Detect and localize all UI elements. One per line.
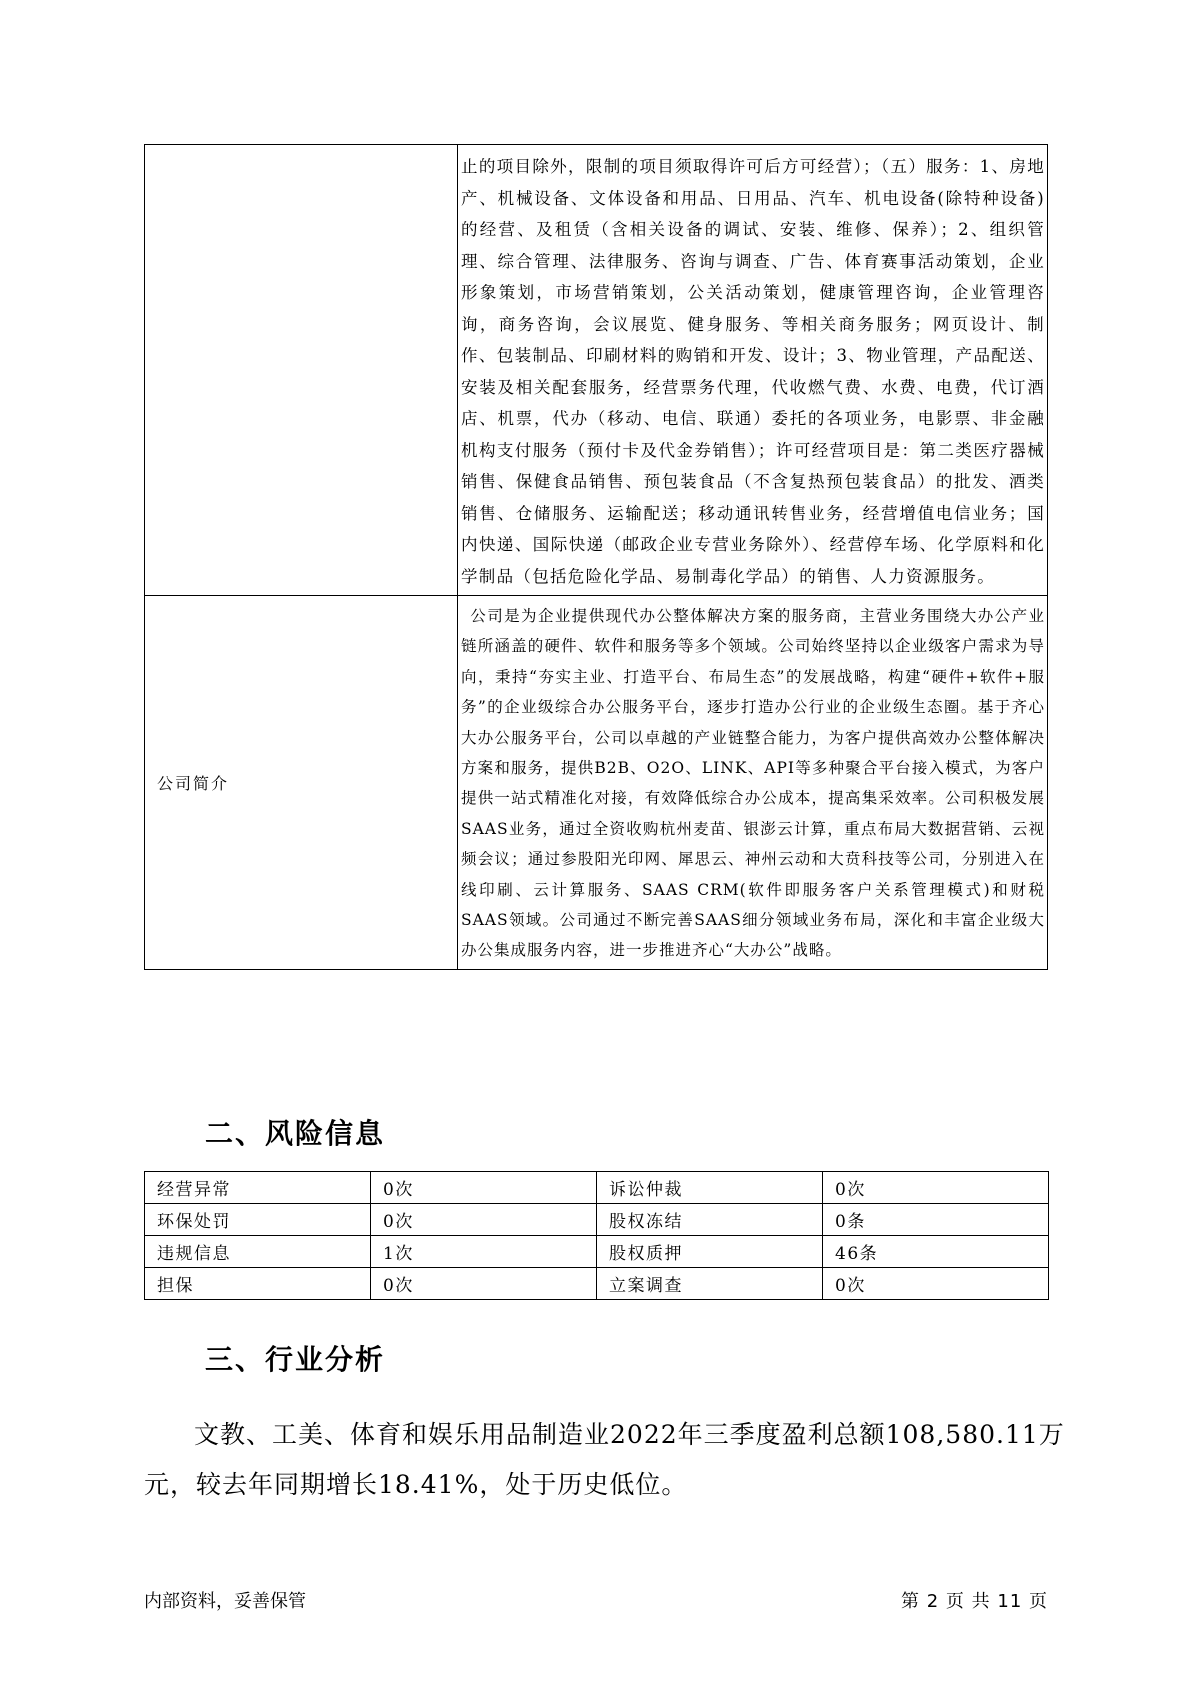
footer-confidential-note: 内部资料，妥善保管 [144, 1591, 306, 1612]
risk-item-label: 股权冻结 [597, 1204, 823, 1236]
risk-item-label: 违规信息 [145, 1236, 371, 1268]
risk-item-label: 股权质押 [597, 1236, 823, 1268]
industry-analysis-text: 文教、工美、体育和娱乐用品制造业2022年三季度盈利总额108,580.11万元，较去年同期增长18.41%，处于历史低位。 [144, 1420, 1065, 1499]
risk-table-row [145, 1268, 1049, 1300]
industry-analysis-heading: 三、行业分析 [205, 1343, 386, 1376]
business-scope-text: 止的项目除外，限制的项目须取得许可后方可经营）；（五）服务：1、房地产、机械设备、文体设备和用品、日用品、汽车、机电设备(除特种设备)的经营、及租赁（含相关设备的调试、安装、维修、保养）；2、组织管理、综合管理、法律服务、咨询与调查、广告、体育赛事活动策划，企业形象策划，市场营销策划，公关活动策划，健康管理咨询，企业管理咨询，商务咨询，会议展览、健身服务、等相关商务服务；网页设计、制作、包装制品、印刷材料的购销和开发、设计；3、物业管理，产品配送、安装及相关配套服务，经营票务代理，代收燃气费、水费、电费，代订酒店、机票，代办（移动、电信、联通）委托的各项业务，电影票、非金融机构支付服务（预付卡及代金券销售）；许可经营项目是：第二类医疗器械销售、保健食品销售、预包装食品（不含复热预包装食品）的批发、酒类销售、仓储服务、运输配送；移动通讯转售业务，经营增值电信业务；国内快递、国际快递（邮政企业专营业务除外）、经营停车场、化学原料和化学制品（包括危险化学品、易制毒化学品）的销售、人力资源服务。 [458, 145, 1048, 596]
risk-item-value: 0次 [823, 1268, 1049, 1300]
risk-item-value: 0次 [371, 1204, 597, 1236]
risk-item-value: 1次 [371, 1236, 597, 1268]
business-scope-label-cell [145, 145, 458, 596]
company-intro-text: 公司是为企业提供现代办公整体解决方案的服务商，主营业务围绕大办公产业链所涵盖的硬件、软件和服务等多个领域。公司始终坚持以企业级客户需求为导向，秉持“夯实主业、打造平台、布局生态”的发展战略，构建“硬件+软件+服务”的企业级综合办公服务平台，逐步打造办公行业的企业级生态圈。基于齐心大办公服务平台，公司以卓越的产业链整合能力，为客户提供高效办公整体解决方案和服务，提供B2B、O2O、LINK、API等多种聚合平台接入模式，为客户提供一站式精准化对接，有效降低综合办公成本，提高集采效率。公司积极发展SAAS业务，通过全资收购杭州麦苗、银澎云计算，重点布局大数据营销、云视频会议；通过参股阳光印网、犀思云、神州云动和大贲科技等公司，分别进入在线印刷、云计算服务、SAAS CRM(软件即服务客户关系管理模式)和财税SAAS领域。公司通过不断完善SAAS细分领域业务布局，深化和丰富企业级大办公集成服务内容，进一步推进齐心“大办公”战略。 [458, 596, 1048, 970]
risk-item-label: 诉讼仲裁 [597, 1172, 823, 1204]
risk-item-value: 0条 [823, 1204, 1049, 1236]
risk-item-value: 0次 [371, 1268, 597, 1300]
risk-item-label: 担保 [145, 1268, 371, 1300]
risk-item-value: 0次 [823, 1172, 1049, 1204]
risk-table-row [145, 1204, 1049, 1236]
business-scope-row [145, 145, 1048, 596]
risk-info-table [144, 1171, 1049, 1300]
risk-table-row [145, 1172, 1049, 1204]
risk-item-value: 0次 [371, 1172, 597, 1204]
company-intro-label: 公司简介 [145, 596, 458, 970]
risk-table-row [145, 1236, 1049, 1268]
risk-item-label: 环保处罚 [145, 1204, 371, 1236]
risk-item-label: 立案调查 [597, 1268, 823, 1300]
risk-item-value: 46条 [823, 1236, 1049, 1268]
company-intro-row [145, 596, 1048, 970]
risk-info-heading: 二、风险信息 [205, 1117, 386, 1150]
company-info-table [144, 144, 1048, 970]
risk-item-label: 经营异常 [145, 1172, 371, 1204]
footer-page-number: 第 2 页 共 11 页 [901, 1591, 1048, 1612]
